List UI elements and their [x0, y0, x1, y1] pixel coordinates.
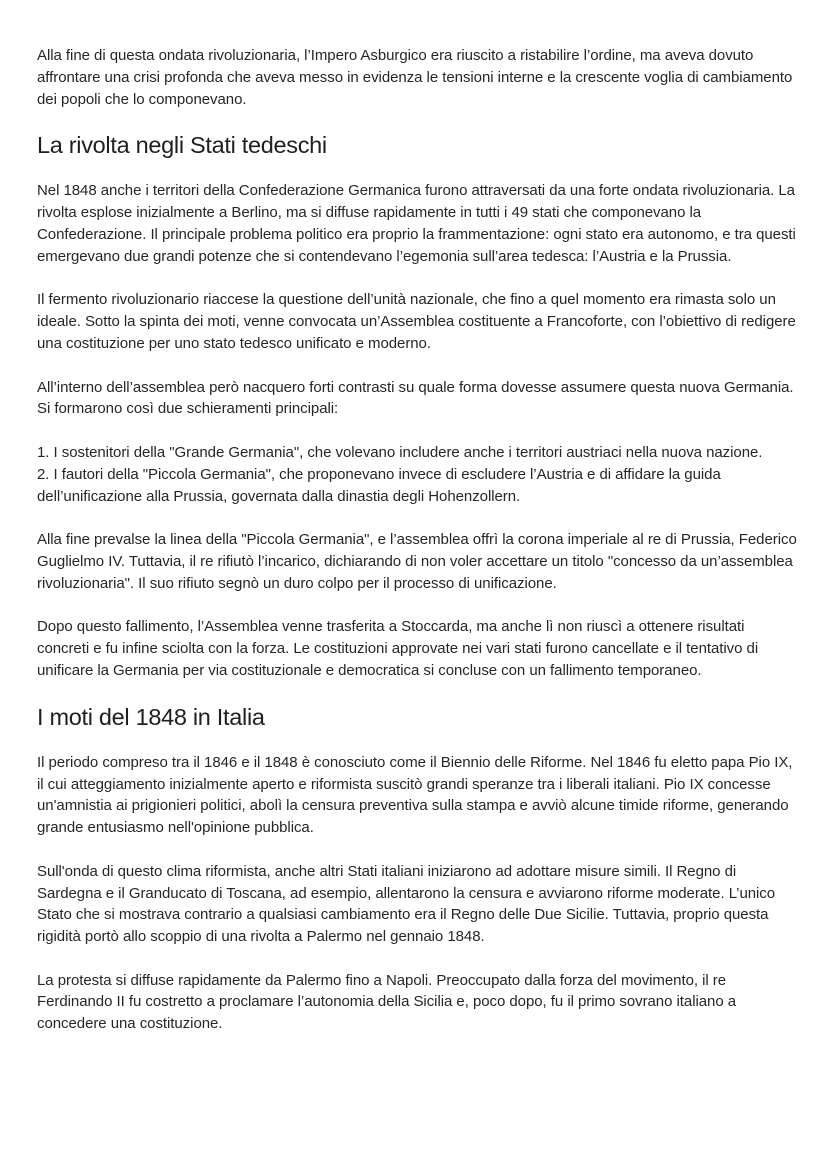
- italy-paragraph: Il periodo compreso tra il 1846 e il 1848 è conosciuto come il Biennio delle Riforme. Nel 1846 fu eletto papa Pio IX, il cui atteggiamento inizialmente aperto e riformista suscitò grandi speranze tra i liberali italiani. Pio IX concesse un'amnistia ai prigionieri politici, abolì la censura preventiva sulla stampa e avviò alcune timide riforme, generando grande entusiasmo nell'opinione pubblica.: [37, 753, 793, 837]
- intro-paragraph: Alla fine di questa ondata rivoluzionaria, l’Impero Asburgico era riuscito a ristabilire l’ordine, ma aveva dovuto affrontare una crisi profonda che aveva messo in evidenza le tensioni interne e la crescente voglia di cambiamento dei popoli che lo componevano.: [37, 47, 793, 108]
- section-heading-italy: I moti del 1848 in Italia: [37, 703, 265, 730]
- germany-paragraph: All’interno dell’assemblea però nacquero forti contrasti su quale forma dovesse assumere questa nuova Germania. Si formarono così due schieramenti principali:: [37, 378, 794, 418]
- germany-paragraph: Alla fine prevalse la linea della "Piccola Germania", e l’assemblea offrì la corona imperiale al re di Prussia, Federico Guglielmo IV. Tuttavia, il re rifiutò l’incarico, dichiarando di non voler accettare un titolo "concesso da un’assemblea rivoluzionaria". Il suo rifiuto segnò un duro colpo per il processo di unificazione.: [37, 531, 797, 592]
- germany-paragraph: Il fermento rivoluzionario riaccese la questione dell’unità nazionale, che fino a quel momento era rimasta solo un ideale. Sotto la spinta dei moti, venne convocata un’Assemblea costituente a Francoforte, con l’obiettivo di redigere una costituzione per uno stato tedesco unificato e moderno.: [37, 291, 796, 352]
- list-item: 1. I sostenitori della "Grande Germania", che volevano includere anche i territori austriaci nella nuova nazione.: [37, 443, 763, 461]
- germany-list: [37, 442, 798, 507]
- list-item: 2. I fautori della "Piccola Germania", che proponevano invece di escludere l’Austria e di affidare la guida dell’unificazione alla Prussia, governata dalla dinastia degli Hohenzollern.: [37, 465, 721, 505]
- germany-paragraph: Nel 1848 anche i territori della Confederazione Germanica furono attraversati da una forte ondata rivoluzionaria. La rivolta esplose inizialmente a Berlino, ma si diffuse rapidamente in tutti i 49 stati che componevano la Confederazione. Il principale problema politico era proprio la frammentazione: ogni stato era autonomo, e tra questi emergevano due grandi potenze che si contendevano l’egemonia sull’area tedesca: l’Austria e la Prussia.: [37, 182, 796, 265]
- italy-paragraph: La protesta si diffuse rapidamente da Palermo fino a Napoli. Preoccupato dalla forza del movimento, il re Ferdinando II fu costretto a proclamare l’autonomia della Sicilia e, poco dopo, fu il primo sovrano italiano a concedere una costituzione.: [37, 971, 737, 1033]
- section-heading-germany: La rivolta negli Stati tedeschi: [37, 132, 327, 159]
- italy-paragraph: Sull'onda di questo clima riformista, anche altri Stati italiani iniziarono ad adottare misure simili. Il Regno di Sardegna e il Granducato di Toscana, ad esempio, allentarono la censura e avviarono riforme moderate. L’unico Stato che si mostrava contrario a qualsiasi cambiamento era il Regno delle Due Sicilie. Tuttavia, proprio questa rigidità portò allo scoppio di una rivolta a Palermo nel gennaio 1848.: [37, 862, 776, 946]
- germany-paragraph: Dopo questo fallimento, l’Assemblea venne trasferita a Stoccarda, ma anche lì non riuscì a ottenere risultati concreti e fu infine sciolta con la forza. Le costituzioni approvate nei vari stati furono cancellate e il tentativo di unificare la Germania per via costituzionale e democratica si concluse con un fallimento temporaneo.: [37, 618, 759, 679]
